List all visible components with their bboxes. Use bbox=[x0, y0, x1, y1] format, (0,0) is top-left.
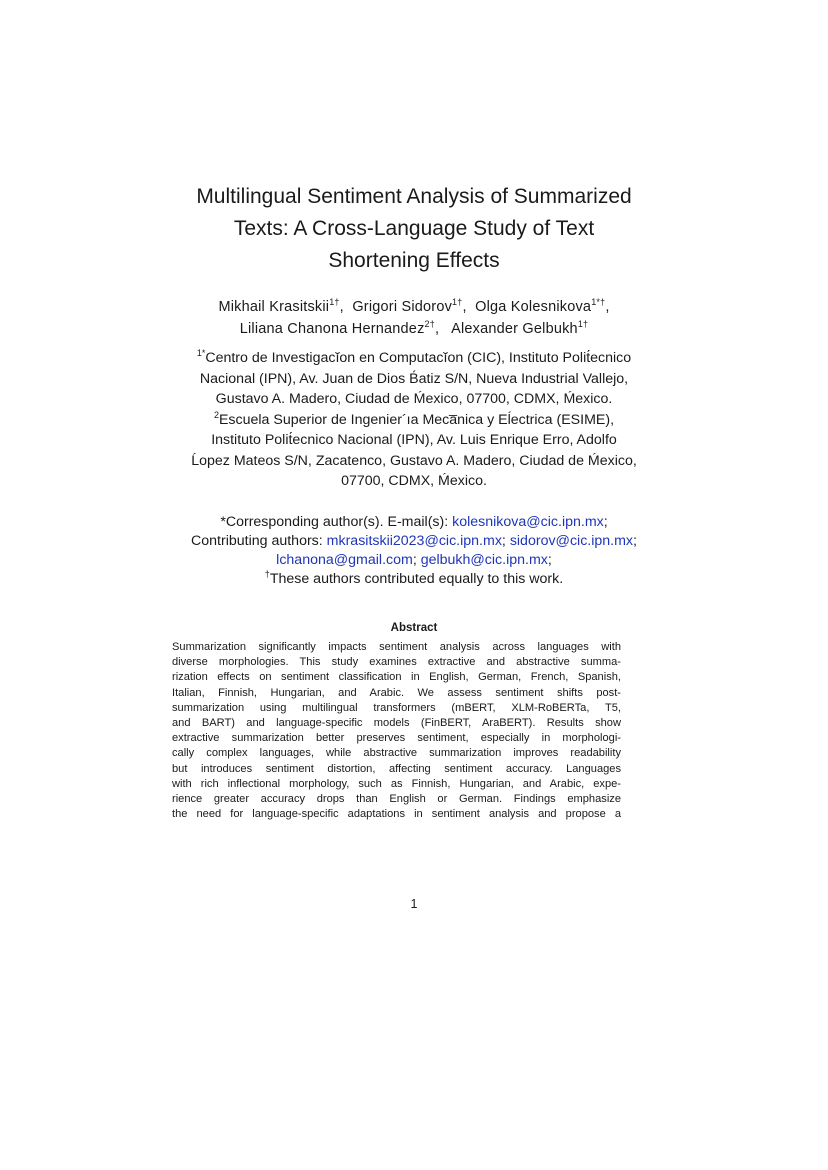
author-separator: , bbox=[462, 299, 476, 315]
email-link[interactable]: lchanona@gmail.com bbox=[276, 552, 413, 568]
author-affiliation-mark: 1† bbox=[577, 319, 589, 329]
author-affiliation-mark: 1*† bbox=[591, 297, 606, 307]
email-link[interactable]: sidorov@cic.ipn.mx bbox=[509, 533, 634, 549]
abstract-line: Summarization significantly impacts sentiment analysis across languages with bbox=[172, 641, 621, 653]
separator: ; bbox=[603, 514, 608, 530]
abstract-line: diverse morphologies. This study examines extractive and abstractive summa- bbox=[172, 656, 621, 669]
title-line: Texts: A Cross-Language Study of Text bbox=[233, 217, 595, 240]
abstract-line: rience greater accuracy drops than English or German. Findings emphasize bbox=[172, 793, 621, 806]
affiliation-line bbox=[0, 410, 828, 431]
affiliation-line: Ĺopez Mateos S/N, Zacatenco, Gustavo A. Madero, Ciudad de Ḿexico, bbox=[191, 452, 637, 469]
author-separator: , bbox=[434, 321, 452, 337]
abstract-line: and BART) and language-specific models (FinBERT, AraBERT). Results show bbox=[172, 717, 621, 730]
abstract-line: the need for language-specific adaptations in sentiment analysis and propose a bbox=[172, 808, 621, 821]
abstract-line: rization effects on sentiment classification in English, German, French, Spanish, bbox=[172, 671, 621, 684]
affiliation-line: 07700, CDMX, Ḿexico. bbox=[341, 473, 487, 489]
corresponding-author-line bbox=[0, 513, 828, 532]
author-name: Mikhail Krasitskii bbox=[218, 299, 330, 315]
author-separator: , bbox=[339, 299, 353, 315]
abstract-line: Italian, Finnish, Hungarian, and Arabic. We assess sentiment shifts post- bbox=[172, 686, 621, 699]
author-affiliation-mark: 1† bbox=[452, 297, 463, 307]
contributing-authors-line bbox=[0, 551, 828, 570]
abstract-line: with rich inflectional morphology, such as Finnish, Hungarian, and Arabic, expe- bbox=[172, 777, 621, 790]
author-name: Alexander Gelbukh bbox=[451, 321, 578, 337]
author-name: Grigori Sidorov bbox=[352, 299, 453, 315]
affiliation-mark: 2 bbox=[213, 409, 219, 420]
equal-contribution-note bbox=[0, 570, 828, 589]
abstract-line: but introduces sentiment distortion, affecting sentiment accuracy. Languages bbox=[172, 762, 621, 775]
affiliation-line: Gustavo A. Madero, Ciudad de Ḿexico, 07700, CDMX, Ḿexico. bbox=[215, 391, 613, 407]
affiliation-mark: 1* bbox=[196, 348, 206, 358]
separator: ; bbox=[633, 533, 637, 549]
author-affiliation-mark: 2† bbox=[424, 319, 435, 329]
author-line bbox=[0, 296, 828, 318]
affiliations bbox=[0, 348, 828, 492]
author-list bbox=[0, 296, 828, 340]
author-line bbox=[0, 318, 828, 340]
affiliation-line: Nacional (IPN), Av. Juan de Dios B́atiz S/N, Nueva Industrial Vallejo, bbox=[199, 370, 629, 387]
author-separator: , bbox=[605, 299, 610, 315]
email-link[interactable]: kolesnikova@cic.ipn.mx bbox=[452, 514, 604, 530]
author-affiliation-mark: 1† bbox=[329, 297, 340, 307]
abstract-line: extractive summarization better preserves sentiment, especially in morphologi- bbox=[172, 732, 621, 745]
dagger-mark: † bbox=[264, 569, 270, 579]
equal-contribution-text: These authors contributed equally to this work. bbox=[269, 571, 564, 587]
separator: ; bbox=[501, 533, 510, 549]
affiliation-text: Escuela Superior de Ingenier´ıa Meca̅nica y Eĺectrica (ESIME), bbox=[218, 411, 615, 428]
contact-info bbox=[0, 513, 828, 589]
page-number: 1 bbox=[410, 897, 418, 911]
affiliation-text: Centro de Investigacĭon en Computacĭon (CIC), Instituto Polit́ecnico bbox=[205, 350, 632, 366]
contributing-label: Contributing authors: bbox=[191, 533, 327, 549]
title-line: Shortening Effects bbox=[328, 249, 500, 272]
corresponding-label: *Corresponding author(s). E-mail(s): bbox=[220, 514, 453, 530]
abstract-body bbox=[172, 640, 621, 822]
abstract-line: cally complex languages, while abstractive summarization improves readability bbox=[172, 747, 621, 760]
affiliation-line: Instituto Polit́ecnico Nacional (IPN), Av. Luis Enrique Erro, Adolfo bbox=[211, 432, 617, 448]
affiliation-line bbox=[0, 348, 828, 369]
email-link[interactable]: gelbukh@cic.ipn.mx bbox=[420, 552, 548, 568]
separator: ; bbox=[547, 552, 552, 568]
email-link[interactable]: mkrasitskii2023@cic.ipn.mx bbox=[326, 533, 502, 549]
paper-title bbox=[0, 181, 828, 277]
author-name: Olga Kolesnikova bbox=[475, 299, 592, 315]
title-line: Multilingual Sentiment Analysis of Summarized bbox=[196, 185, 632, 208]
abstract-heading: Abstract bbox=[390, 622, 438, 634]
contributing-authors-line bbox=[0, 532, 828, 551]
abstract-line: summarization using multilingual transformers (mBERT, XLM-RoBERTa, T5, bbox=[172, 701, 621, 714]
author-name: Liliana Chanona Hernandez bbox=[239, 321, 425, 337]
separator: ; bbox=[412, 552, 421, 568]
